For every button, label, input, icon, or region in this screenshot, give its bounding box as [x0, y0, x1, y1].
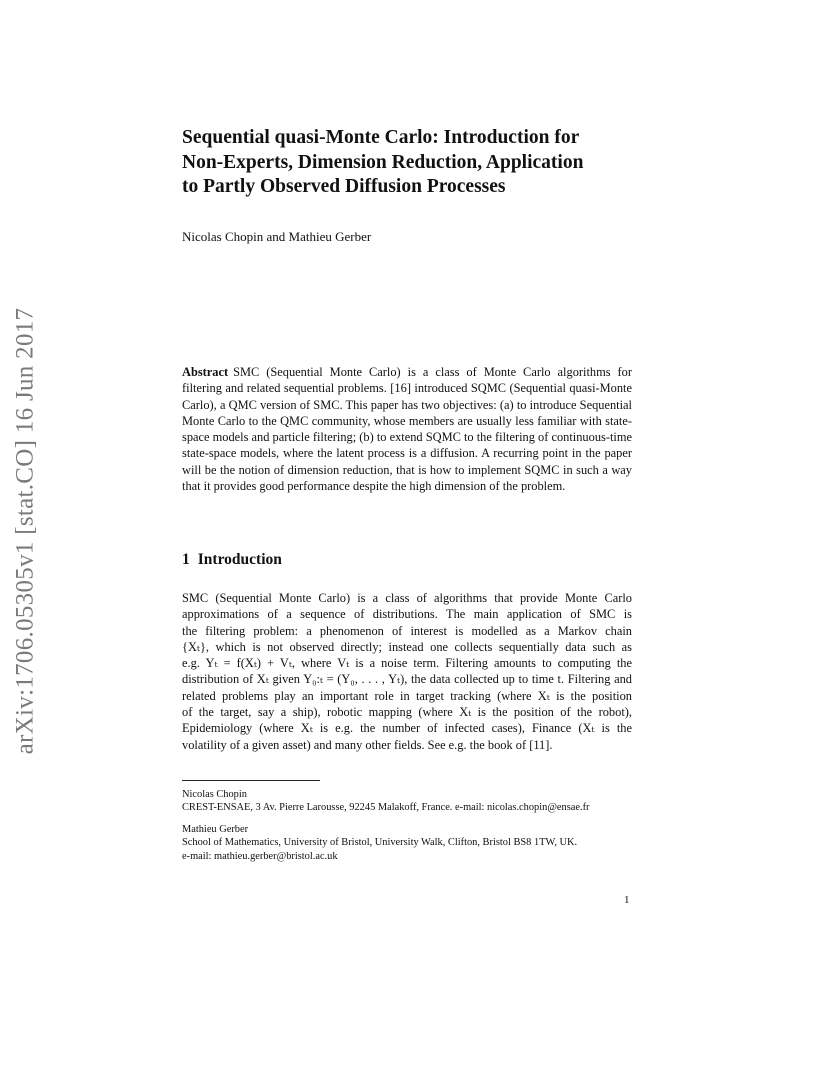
paragraph-line: related problems play an important role in target tracking (where Xₜ is the position [182, 688, 632, 703]
paper-title [182, 126, 652, 200]
paragraph-line: of the target, say a ship), robotic mapping (where Xₜ is the position of the robot), [182, 705, 632, 720]
abstract-label: Abstract [182, 365, 229, 379]
footnote-author-name: Mathieu Gerber [182, 823, 249, 835]
section-title: Introduction [197, 551, 282, 568]
footnote-affiliation-line: CREST-ENSAE, 3 Av. Pierre Larousse, 92245 Malakoff, France. e-mail: nicolas.chopin@ensae.fr [182, 802, 590, 814]
paragraph-line: distribution of Xₜ given Y₀:ₜ = (Y₀, . . . , Yₜ), the data collected up to time t. Filtering and [182, 672, 632, 687]
section-number: 1 [182, 551, 190, 568]
section-heading [182, 551, 282, 569]
arxiv-identifier-stamp [2, 288, 48, 774]
author-affiliations [182, 788, 642, 863]
footnote-affiliation-line: School of Mathematics, University of Bristol, University Walk, Clifton, Bristol BS8 1TW, UK. [182, 837, 578, 849]
paragraph-line: {Xₜ}, which is not observed directly; instead one collects sequentially data such as [182, 639, 632, 654]
introduction-paragraph [182, 590, 632, 753]
paragraph-line: SMC (Sequential Monte Carlo) is a class of algorithms that provide Monte Carlo [182, 591, 632, 605]
page-number: 1 [624, 894, 630, 906]
paragraph-line: Epidemiology (where Xₜ is e.g. the number of infected cases), Finance (Xₜ is the [182, 721, 632, 736]
abstract-text: SMC (Sequential Monte Carlo) is a class of Monte Carlo algorithms for filtering and related sequential problems. [16] introduced SQMC (Sequential quasi-Monte Carlo), a QMC version of SMC. This paper has two objectives: (a) to introduce Sequential Monte Carlo to the QMC community, whose members are usually less familiar with state-space models and particle filtering; (b) to extend SQMC to the filtering of continuous-time state-space models, where the latent process is a diffusion. A recurring point in the paper will be the notion of dimension reduction, that is how to implement SQMC in such a way that it provides good performance despite the high dimension of the problem. [182, 365, 632, 494]
title-line: Non-Experts, Dimension Reduction, Application [182, 151, 584, 173]
title-line: to Partly Observed Diffusion Processes [182, 176, 506, 197]
paragraph-line: the filtering problem: a phenomenon of interest is modelled as a Markov chain [182, 623, 632, 638]
author-list: Nicolas Chopin and Mathieu Gerber [182, 229, 372, 244]
footnote-affiliation-line: e-mail: mathieu.gerber@bristol.ac.uk [182, 850, 338, 862]
paragraph-line: e.g. Yₜ = f(Xₜ) + Vₜ, where Vₜ is a noise term. Filtering amounts to computing the [182, 656, 632, 671]
title-line: Sequential quasi-Monte Carlo: Introduction for [182, 127, 580, 148]
paragraph-line: volatility of a given asset) and many other fields. See e.g. the book of [11]. [182, 737, 553, 752]
abstract-block [182, 364, 632, 494]
arxiv-identifier-text: arXiv:1706.05305v1 [stat.CO] 16 Jun 2017 [11, 307, 39, 755]
footnote-divider [182, 780, 320, 781]
footnote-author-name: Nicolas Chopin [182, 789, 247, 800]
paragraph-line: approximations of a sequence of distributions. The main application of SMC is [182, 607, 632, 622]
